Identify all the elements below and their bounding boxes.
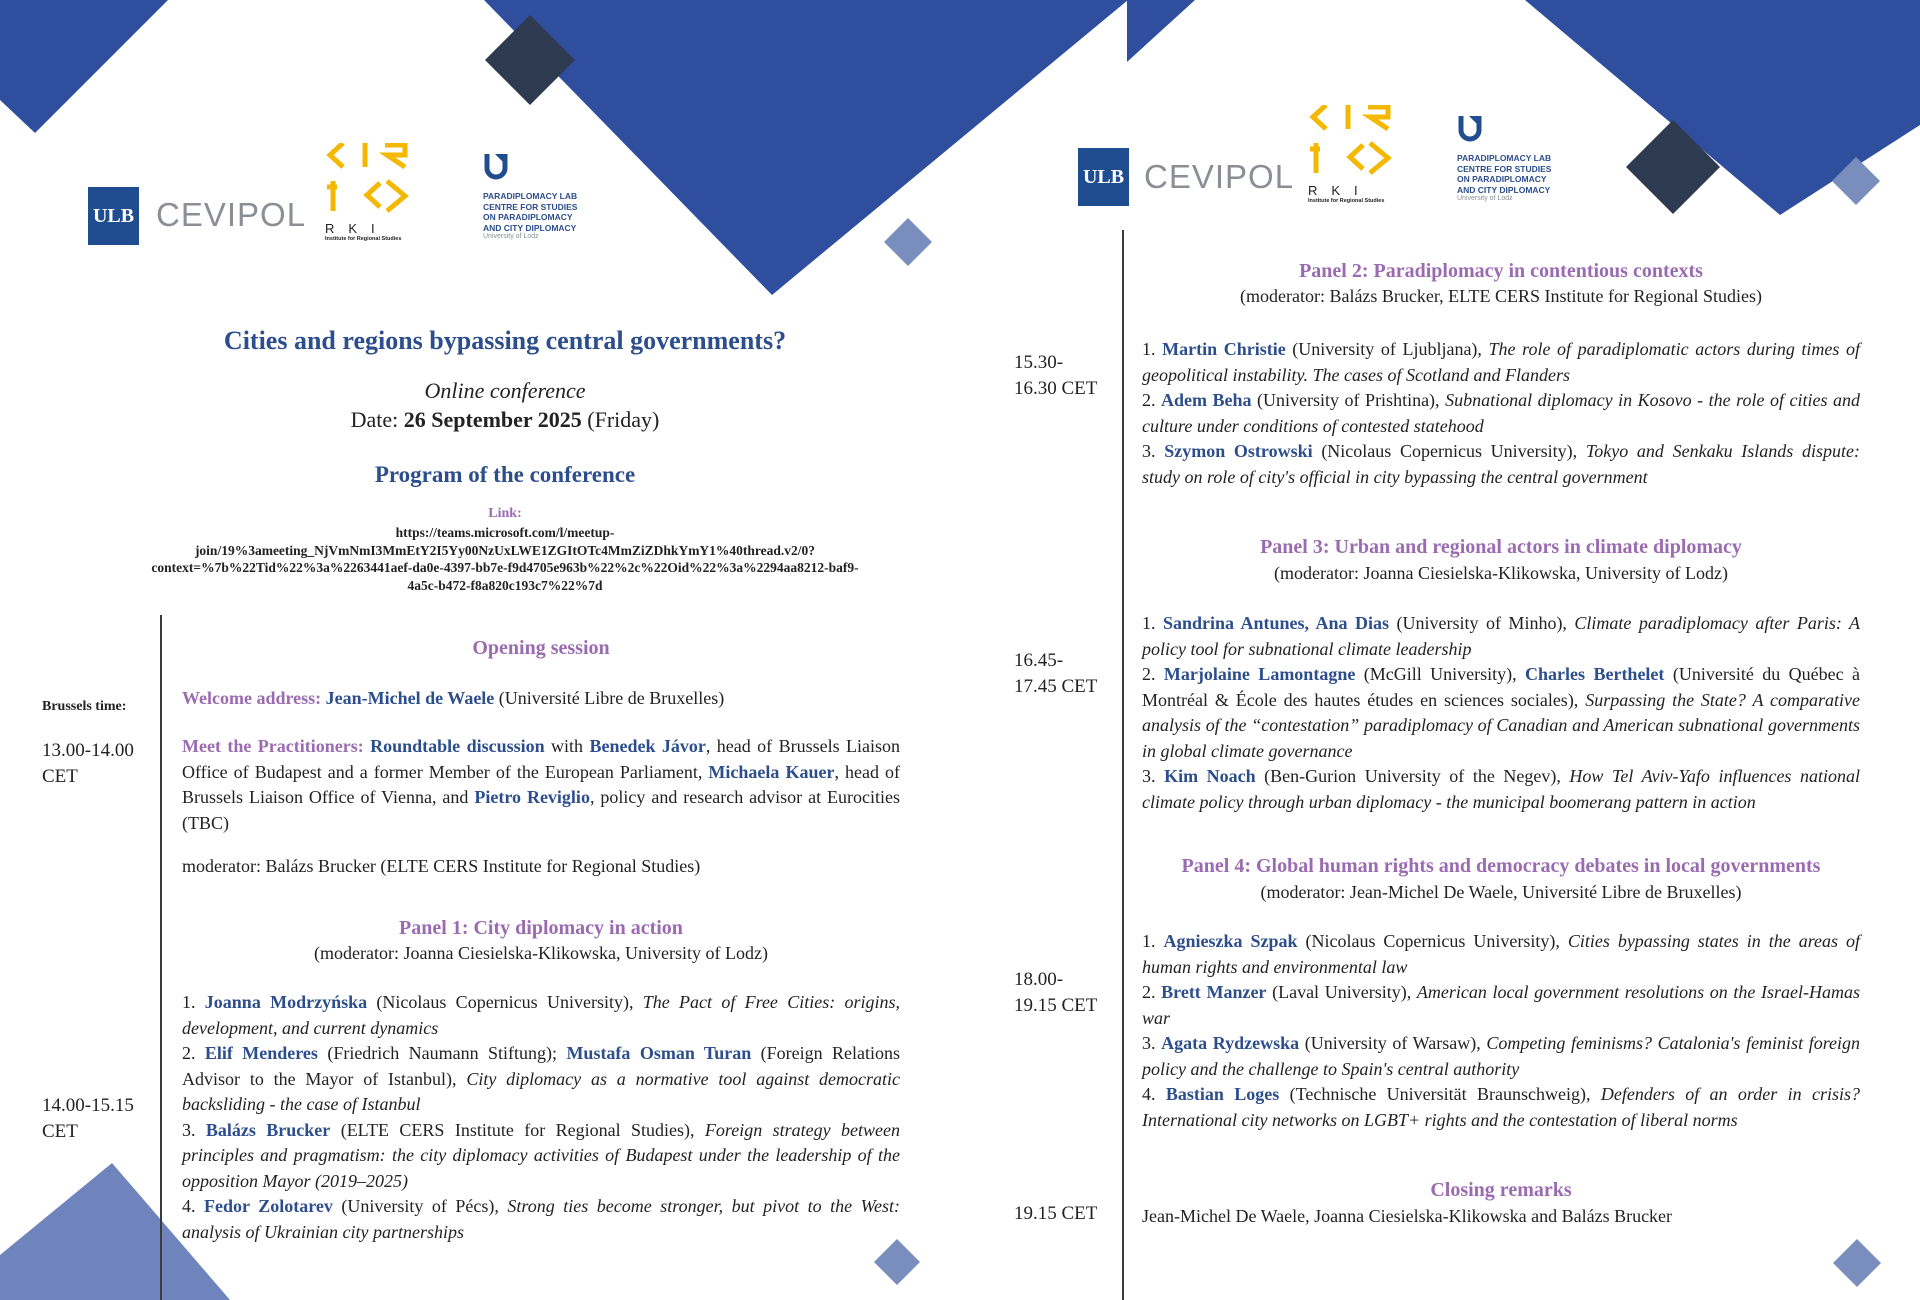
- time-line: 13.00-14.00: [42, 740, 134, 761]
- opening-session-title: Opening session: [472, 637, 610, 659]
- date-suffix: (Friday): [581, 407, 660, 432]
- panel1-moderator: (moderator: Joanna Ciesielska-Klikowska, University of Lodz): [314, 943, 768, 963]
- time-panel2: [1014, 350, 1097, 402]
- speaker-name: Agata Rydzewska: [1161, 1033, 1300, 1053]
- talk-title: Strong ties become stronger, but pivot to the West: analysis of Ukrainian city partnerships: [182, 1196, 901, 1242]
- small-diamond-bottom-left: [874, 1239, 920, 1285]
- list-item: 1. Sandrina Antunes, Ana Dias (University of Minho), Climate paradiplomacy after Paris: A policy tool for subnational climate leadership: [1142, 613, 1860, 659]
- speaker-name: Michaela Kauer: [708, 761, 835, 782]
- link-line[interactable]: context=%7b%22Tid%22%3a%2263441aef-da0e-4397-bb7e-f9d4705e963b%22%2c%22Oid%22%3a%2294aa8212-baf9-: [151, 560, 859, 575]
- link-line[interactable]: 4a5c-b472-f8a820c193c7%22%7d: [407, 577, 603, 593]
- time-panel3: [1014, 648, 1097, 700]
- speaker-name: Fedor Zolotarev: [204, 1196, 333, 1216]
- roundtable-label: Roundtable discussion: [370, 736, 545, 756]
- list-item: 3. Agata Rydzewska (University of Warsaw), Competing feminisms? Catalonia's feminist foreign policy and the challenge to Spain's central authority: [1142, 1033, 1861, 1079]
- rki-text-right: RKI: [1308, 183, 1372, 198]
- speaker-name: Elif Menderes: [204, 1043, 318, 1063]
- small-diamond-left: [884, 218, 932, 266]
- time-line: 16.45-: [1014, 650, 1064, 671]
- talk-title: Competing feminisms? Catalonia's feminist foreign policy and the challenge to Spain's central authority: [1142, 1033, 1861, 1079]
- talk-title: American local government resolutions on the Israel-Hamas war: [1142, 982, 1861, 1028]
- talk-title: Defenders of an order in crisis? International city networks on LGBT+ rights and the contestation of liberal norms: [1142, 1084, 1860, 1130]
- speaker-name: Marjolaine Lamontagne: [1163, 664, 1356, 684]
- lab-university: University of Lodz: [483, 233, 539, 240]
- lab-line-1: PARADIPLOMACY LAB: [483, 191, 578, 201]
- timeline-divider-right: [1122, 230, 1124, 1300]
- rki-subtitle-right: Institute for Regional Studies: [1308, 198, 1385, 204]
- paradiplomacy-lab-icon: [483, 150, 509, 182]
- speaker-name: Pietro Reviglio: [474, 787, 590, 807]
- speaker-name: Joanna Modrzyńska: [204, 992, 368, 1012]
- list-item: 4. Bastian Loges (Technische Universität Braunschweig), Defenders of an order in crisis? International city networks on LGBT+ rights and the contestation of liberal norms: [1142, 1084, 1860, 1130]
- ulb-logo: ULB: [88, 187, 139, 245]
- talk-title: How Tel Aviv-Yafo influences national climate policy through urban diplomacy - the municipal boomerang pattern in action: [1142, 766, 1861, 812]
- speaker-name: Charles Berthelet: [1525, 664, 1665, 684]
- time-line: 15.30-: [1014, 352, 1064, 373]
- lab-line-2: CENTRE FOR STUDIES: [483, 201, 578, 212]
- panel2-list: [1142, 337, 1860, 490]
- time-line: 18.00-: [1014, 969, 1064, 990]
- lab-line-4: AND CITY DIPLOMACY: [483, 222, 577, 233]
- paradiplomacy-lab-logo-right: [1457, 112, 1577, 202]
- time-closing: 19.15 CET: [1014, 1203, 1098, 1224]
- lab-line-2-right: CENTRE FOR STUDIES: [1457, 163, 1552, 174]
- talk-title: Climate paradiplomacy after Paris: A policy tool for subnational climate leadership: [1142, 613, 1860, 659]
- speaker-affiliation: (Université Libre de Bruxelles): [494, 688, 725, 708]
- rki-subtitle: Institute for Regional Studies: [325, 236, 402, 242]
- list-item: 2. Marjolaine Lamontagne (McGill University), Charles Berthelet (Université du Québec à Montréal & École des hautes études en sciences sociales), Surpassing the State? A comparative analysis of the “contestation” paradiplomacy of Canadian and American subnational governments in global climate governance: [1142, 664, 1861, 761]
- speaker-name: Kim Noach: [1164, 766, 1256, 786]
- list-item: 2. Adem Beha (University of Prishtina), Subnational diplomacy in Kosovo - the role of cities and culture under conditions of contested statehood: [1142, 390, 1860, 436]
- roundtable-paragraph: [182, 734, 900, 836]
- rki-logo: [325, 143, 415, 253]
- small-diamond-bottom-right: [1833, 1239, 1881, 1287]
- speaker-name: Brett Manzer: [1161, 982, 1267, 1002]
- time-opening: [42, 738, 134, 790]
- list-item: 1. Martin Christie (University of Ljubljana), The role of paradiplomatic actors during times of geopolitical instability. The cases of Scotland and Flanders: [1142, 339, 1861, 385]
- lab-line-3-right: ON PARADIPLOMACY: [1457, 174, 1547, 184]
- link-line[interactable]: https://teams.microsoft.com/l/meetup-: [395, 525, 615, 540]
- brussels-time-label: Brussels time:: [42, 699, 127, 714]
- paradiplomacy-lab-logo: [483, 150, 603, 240]
- panel1-title: Panel 1: City diplomacy in action: [399, 917, 683, 939]
- panel4-moderator: (moderator: Jean-Michel De Waele, Université Libre de Bruxelles): [1260, 882, 1742, 902]
- rki-mark-icon: [325, 143, 415, 218]
- link-line[interactable]: join/19%3ameeting_NjVmNmI3MmEtY2I5Yy00NzUxLWE1ZGItOTc4MmZiZDhkYmY1%40thread.v2/0?: [194, 542, 816, 558]
- time-panel1: [42, 1093, 134, 1145]
- list-item: 1. Joanna Modrzyńska (Nicolaus Copernicus University), The Pact of Free Cities: origins, development, and current dynamics: [182, 992, 901, 1038]
- rki-logo-right: [1308, 105, 1398, 215]
- lab-line-3: ON PARADIPLOMACY: [483, 212, 573, 222]
- teams-link[interactable]: [80, 524, 930, 594]
- rki-text: RKI: [325, 221, 389, 236]
- lab-line-4-right: AND CITY DIPLOMACY: [1457, 184, 1551, 195]
- opening-moderator: moderator: Balázs Brucker (ELTE CERS Institute for Regional Studies): [182, 856, 701, 876]
- blue-triangle-top-middle: [1127, 0, 1195, 62]
- paradiplomacy-lab-icon-right: [1457, 112, 1483, 144]
- speaker-name: Szymon Ostrowski: [1164, 441, 1313, 461]
- talk-title: City diplomacy as a normative tool against democratic backsliding - the case of Istanbul: [182, 1068, 900, 1114]
- speaker-name: Balázs Brucker: [205, 1119, 331, 1140]
- closing-title: Closing remarks: [1430, 1179, 1572, 1201]
- blue-triangle-top-center: [484, 0, 1128, 295]
- program-title: Program of the conference: [374, 462, 636, 487]
- speaker-name: Adem Beha: [1161, 390, 1252, 410]
- time-line: 16.30 CET: [1014, 378, 1098, 399]
- list-item: 2. Elif Menderes (Friedrich Naumann Stiftung); Mustafa Osman Turan (Foreign Relations Advisor to the Mayor of Istanbul), City diplomacy as a normative tool against democratic backsliding - the case of Istanbul: [182, 1043, 901, 1114]
- speaker-name: Martin Christie: [1162, 339, 1286, 359]
- welcome-label: Welcome address:: [182, 688, 326, 708]
- time-line: 17.45 CET: [1014, 676, 1098, 697]
- list-item: 1. Agnieszka Szpak (Nicolaus Copernicus University), Cities bypassing states in the areas of human rights and environmental law: [1142, 931, 1861, 977]
- rki-mark-icon-right: [1308, 105, 1398, 180]
- panel3-moderator: (moderator: Joanna Ciesielska-Klikowska, University of Lodz): [1274, 563, 1728, 583]
- speaker-name: Mustafa Osman Turan: [566, 1043, 752, 1063]
- speaker-name: Agnieszka Szpak: [1163, 931, 1298, 951]
- list-item: 3. Balázs Brucker (ELTE CERS Institute for Regional Studies), Foreign strategy between principles and pragmatism: the city diplomacy activities of Budapest under the leadership of the opposition Mayor (2019–2025): [182, 1119, 900, 1191]
- conference-title: Cities and regions bypassing central governments?: [223, 326, 787, 355]
- panel2-title: Panel 2: Paradiplomacy in contentious contexts: [1299, 260, 1703, 282]
- closing-speakers: Jean-Michel De Waele, Joanna Ciesielska-Klikowska and Balázs Brucker: [1142, 1206, 1673, 1226]
- talk-title: The role of paradiplomatic actors during times of geopolitical instability. The cases of Scotland and Flanders: [1142, 339, 1861, 385]
- list-item: 3. Szymon Ostrowski (Nicolaus Copernicus University), Tokyo and Senkaku Islands dispute: study on role of city's official in city bypassing the central government: [1142, 441, 1861, 487]
- speaker-name: Jean-Michel de Waele: [325, 688, 495, 708]
- time-line: 19.15 CET: [1014, 995, 1098, 1016]
- cevipol-logo-right: CEVIPOL: [1144, 158, 1295, 195]
- panel4-list: [1142, 929, 1860, 1133]
- conference-date: [80, 407, 930, 433]
- time-panel4: [1014, 967, 1097, 1019]
- speaker-name: Sandrina Antunes, Ana Dias: [1162, 613, 1390, 633]
- speaker-name: Bastian Loges: [1165, 1084, 1280, 1104]
- talk-title: Tokyo and Senkaku Islands dispute: study on role of city's official in city bypassing the central government: [1142, 441, 1861, 487]
- blue-triangle-top-left: [0, 0, 168, 133]
- talk-title: The Pact of Free Cities: origins, development, and current dynamics: [182, 992, 901, 1038]
- panel3-title: Panel 3: Urban and regional actors in climate diplomacy: [1260, 536, 1742, 558]
- time-line: 14.00-15.15: [42, 1095, 134, 1116]
- talk-title: Foreign strategy between principles and pragmatism: the city diplomacy activities of Budapest under the leadership of the opposition Mayor (2019–2025): [182, 1119, 900, 1191]
- panel1-list: [182, 990, 900, 1245]
- link-label: Link:: [488, 506, 522, 521]
- date-prefix: Date:: [350, 407, 404, 432]
- date-value: 26 September 2025: [403, 407, 582, 432]
- speaker-description: , policy and research advisor at Eurocities (TBC): [182, 787, 900, 833]
- conference-subtitle: Online conference: [424, 378, 586, 403]
- time-line: CET: [42, 766, 78, 787]
- ulb-logo-right: ULB: [1078, 148, 1129, 206]
- cevipol-logo: CEVIPOL: [156, 196, 307, 233]
- list-item: 3. Kim Noach (Ben-Gurion University of the Negev), How Tel Aviv-Yafo influences national climate policy through urban diplomacy - the municipal boomerang pattern in action: [1142, 766, 1861, 812]
- welcome-address: [182, 686, 900, 712]
- meet-label: Meet the Practitioners:: [182, 736, 371, 756]
- talk-title: Surpassing the State? A comparative analysis of the “contestation” paradiplomacy of Canadian and American subnational governments in global climate governance: [1142, 689, 1860, 761]
- timeline-divider-left: [160, 615, 162, 1300]
- time-line: CET: [42, 1121, 78, 1142]
- lab-university-right: University of Lodz: [1457, 195, 1513, 202]
- talk-title: Subnational diplomacy in Kosovo - the role of cities and culture under conditions of contested statehood: [1142, 390, 1860, 436]
- list-item: 4. Fedor Zolotarev (University of Pécs), Strong ties become stronger, but pivot to the West: analysis of Ukrainian city partnerships: [182, 1196, 901, 1242]
- panel4-title: Panel 4: Global human rights and democracy debates in local governments: [1181, 855, 1821, 877]
- talk-title: Cities bypassing states in the areas of human rights and environmental law: [1142, 931, 1861, 977]
- speaker-name: Benedek Jávor: [589, 736, 706, 756]
- panel3-list: [1142, 611, 1860, 815]
- lab-line-1-right: PARADIPLOMACY LAB: [1457, 153, 1552, 163]
- speaker-description: , head of Brussels Liaison Office of Budapest and a former Member of the European Parliament,: [182, 736, 900, 782]
- text: with: [544, 736, 590, 756]
- panel2-moderator: (moderator: Balázs Brucker, ELTE CERS Institute for Regional Studies): [1239, 286, 1762, 306]
- list-item: 2. Brett Manzer (Laval University), American local government resolutions on the Israel-Hamas war: [1142, 982, 1861, 1028]
- speaker-description: , head of Brussels Liaison Office of Vienna, and: [182, 761, 900, 807]
